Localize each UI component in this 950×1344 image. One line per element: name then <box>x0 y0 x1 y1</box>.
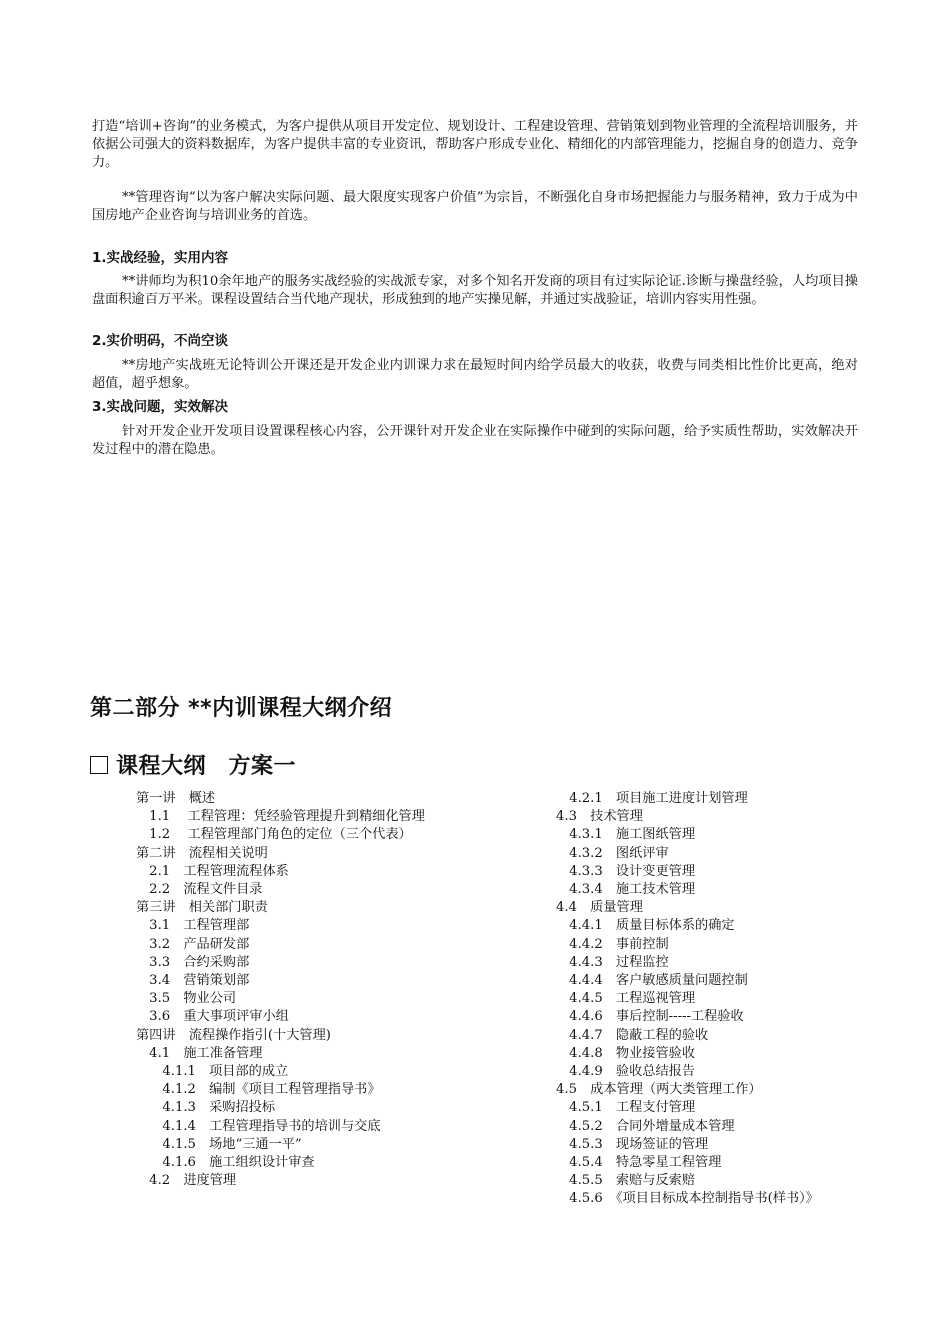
outline-item: 3.5 物业公司 <box>136 991 237 1007</box>
outline-item: 4.3 技术管理 <box>556 809 643 825</box>
feature-heading-3: 3.实战问题，实效解决 <box>92 399 229 415</box>
outline-item: 4.4.3 过程监控 <box>556 954 669 970</box>
outline-item: 第三讲 相关部门职责 <box>136 900 268 916</box>
outline-item: 4.4.6 事后控制-----工程验收 <box>556 1009 744 1025</box>
outline-item: 1.2 工程管理部门角色的定位（三个代表） <box>136 827 412 843</box>
outline-item: 4.3.3 设计变更管理 <box>556 863 696 879</box>
outline-item: 2.1 工程管理流程体系 <box>136 863 289 879</box>
outline-item: 4.1 施工准备管理 <box>136 1045 263 1061</box>
outline-item: 4.5.6 《项目目标成本控制指导书(样书）》 <box>556 1191 819 1207</box>
checkbox-icon <box>90 756 108 774</box>
outline-item: 4.5.5 索赔与反索赔 <box>556 1173 696 1189</box>
outline-item: 4.4.8 物业接管验收 <box>556 1045 696 1061</box>
outline-item: 4.2 进度管理 <box>136 1173 237 1189</box>
outline-item: 4.1.3 采购招投标 <box>136 1100 276 1116</box>
outline-item: 3.4 营销策划部 <box>136 973 250 989</box>
outline-item: 4.4.2 事前控制 <box>556 936 669 952</box>
outline-item: 4.4.5 工程巡视管理 <box>556 991 696 1007</box>
outline-item: 4.2.1 项目施工进度计划管理 <box>556 791 748 806</box>
outline-item: 3.3 合约采购部 <box>136 954 250 970</box>
outline-item: 4.3.1 施工图纸管理 <box>556 827 696 843</box>
outline-item: 3.1 工程管理部 <box>136 918 250 934</box>
outline-item: 4.1.4 工程管理指导书的培训与交底 <box>136 1118 381 1134</box>
outline-item: 第四讲 流程操作指引(十大管理) <box>136 1027 331 1043</box>
outline-item: 4.4.1 质量目标体系的确定 <box>556 918 735 934</box>
outline-title: 课程大纲 方案一 <box>116 754 297 779</box>
outline-item: 2.2 流程文件目录 <box>136 882 263 898</box>
outline-item: 1.1 工程管理：凭经验管理提升到精细化管理 <box>136 809 425 825</box>
outline-item: 4.1.2 编制《项目工程管理指导书》 <box>136 1082 381 1098</box>
outline-item: 4.4 质量管理 <box>556 900 643 916</box>
outline-item: 4.5.2 合同外增量成本管理 <box>556 1118 735 1134</box>
outline-item: 4.3.2 图纸评审 <box>556 845 669 861</box>
outline-item: 4.4.9 验收总结报告 <box>556 1064 696 1080</box>
outline-left-column <box>136 790 436 1190</box>
outline-item: 3.2 产品研发部 <box>136 936 250 952</box>
outline-item: 4.5.3 现场签证的管理 <box>556 1136 709 1152</box>
outline-item: 4.1.5 场地“三通一平” <box>136 1136 302 1152</box>
feature-text-2: **房地产实战班无论特训公开课还是开发企业内训课力求在最短时间内给学员最大的收获，收费与同类相比性价比更高，绝对超值，超乎想象。 <box>92 358 858 392</box>
feature-heading-2: 2.实价明码，不尚空谈 <box>92 333 229 349</box>
outline-item: 第一讲 概述 <box>136 791 216 806</box>
outline-title-row <box>90 749 296 780</box>
outline-item: 4.4.4 客户敏感质量问题控制 <box>556 973 748 989</box>
feature-text-1: **讲师均为积10余年地产的服务实战经验的实战派专家，对多个知名开发商的项目有过实际论证.诊断与操盘经验，人均项目操盘面积逾百万平米。课程设置结合当代地产现状，形成独到的地产实操见解，并通过实战验证，培训内容实用性强。 <box>92 274 858 308</box>
intro-paragraph-1: 打造“培训+咨询”的业务模式，为客户提供从项目开发定位、规划设计、工程建设管理、营销策划到物业管理的全流程培训服务，并依据公司强大的资料数据库，为客户提供丰富的专业资讯，帮助客户形成专业化、精细化的内部管理能力，挖掘自身的创造力、竞争力。 <box>92 119 858 171</box>
section-title: 第二部分 **内训课程大纲介绍 <box>90 696 393 721</box>
outline-right-column <box>556 790 846 1209</box>
outline-item: 4.3.4 施工技术管理 <box>556 882 696 898</box>
intro-paragraph-2: **管理咨询“以为客户解决实际问题、最大限度实现客户价值”为宗旨，不断强化自身市场把握能力与服务精神，致力于成为中国房地产企业咨询与培训业务的首选。 <box>92 190 858 224</box>
outline-item: 4.5 成本管理（两大类管理工作） <box>556 1082 762 1098</box>
outline-item: 3.6 重大事项评审小组 <box>136 1009 289 1025</box>
outline-item: 第二讲 流程相关说明 <box>136 845 268 861</box>
outline-item: 4.5.4 特急零星工程管理 <box>556 1155 722 1171</box>
outline-item: 4.5.1 工程支付管理 <box>556 1100 696 1116</box>
outline-item: 4.1.1 项目部的成立 <box>136 1064 289 1080</box>
feature-heading-1: 1.实战经验，实用内容 <box>92 250 229 266</box>
feature-text-3: 针对开发企业开发项目设置课程核心内容，公开课针对开发企业在实际操作中碰到的实际问题，给予实质性帮助，实效解决开发过程中的潜在隐患。 <box>92 424 858 458</box>
outline-item: 4.4.7 隐蔽工程的验收 <box>556 1027 709 1043</box>
outline-item: 4.1.6 施工组织设计审查 <box>136 1155 315 1171</box>
